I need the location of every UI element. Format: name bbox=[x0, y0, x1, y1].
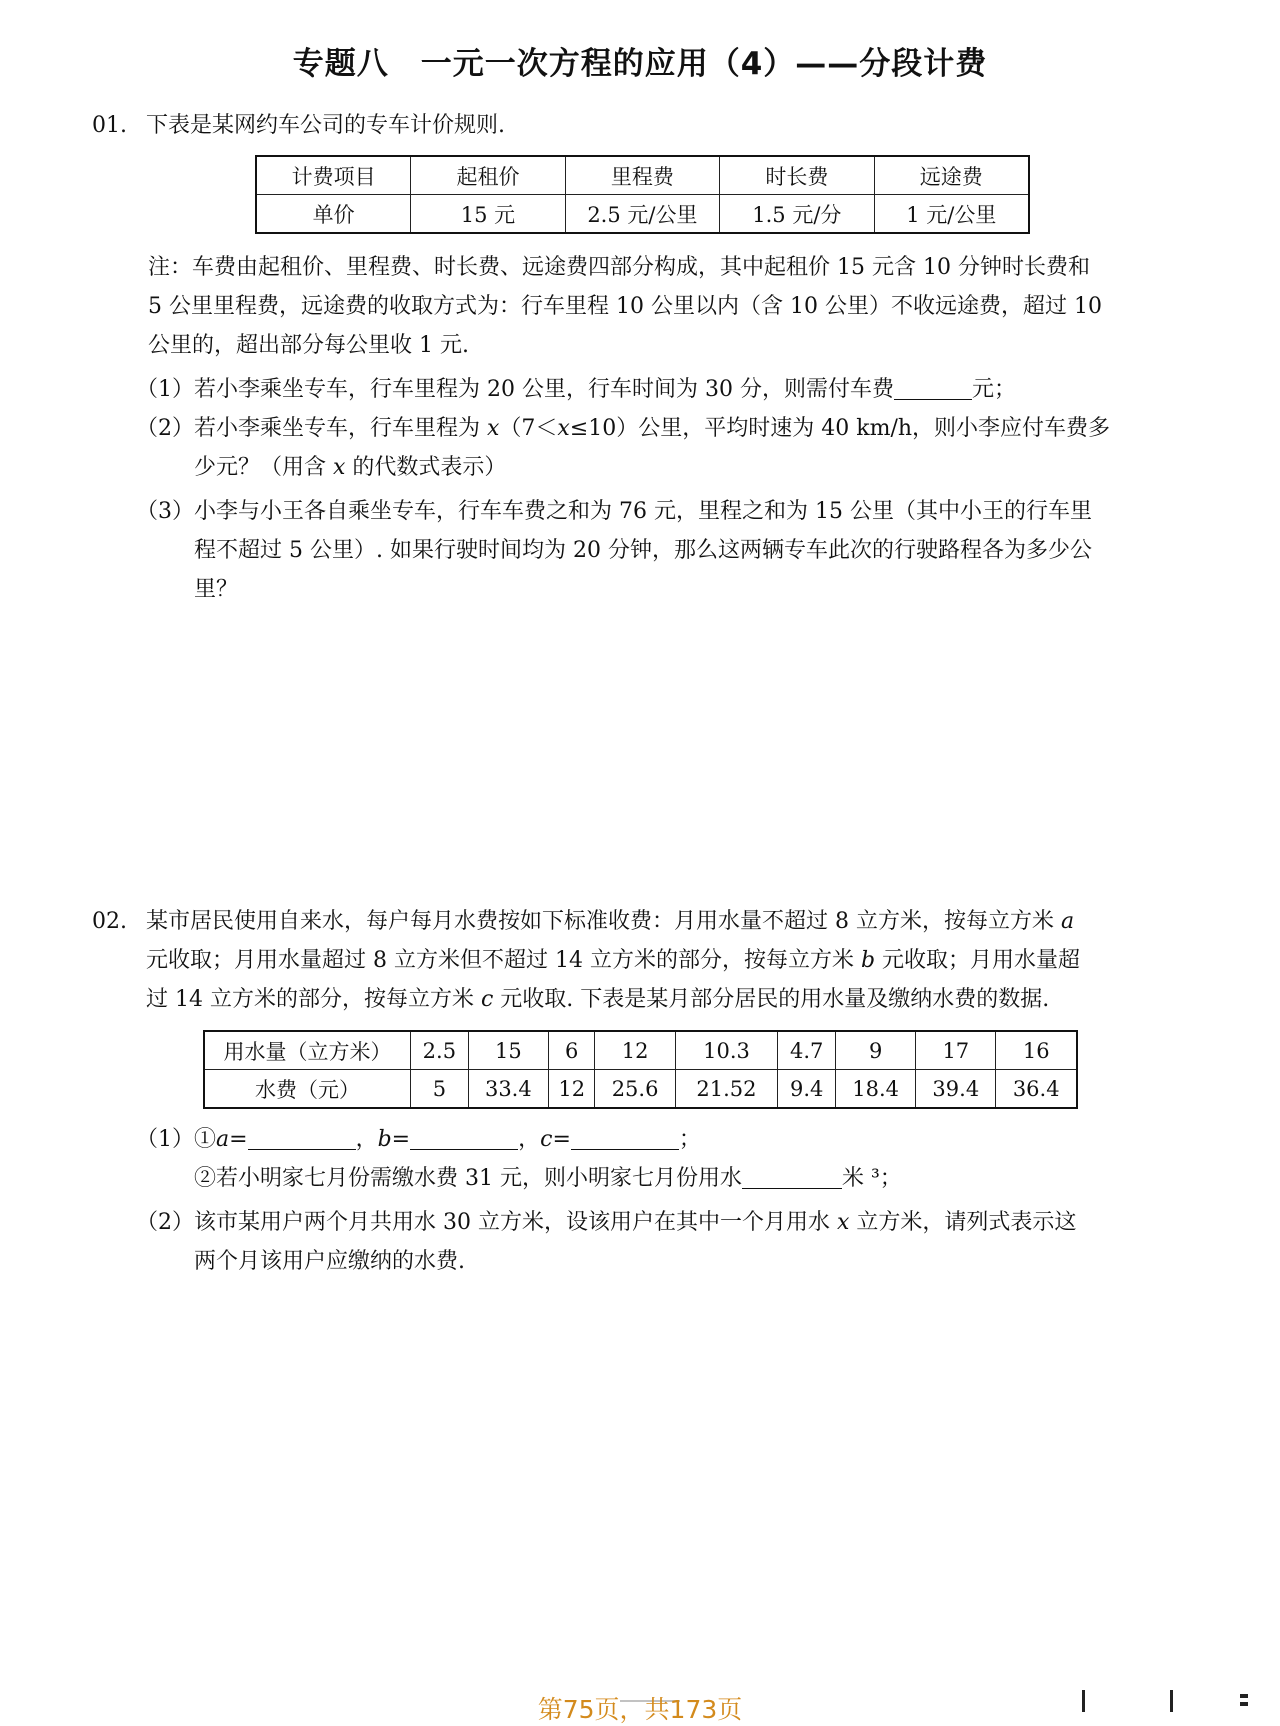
table-cell: 12 bbox=[595, 1031, 675, 1070]
answer-blank bbox=[248, 1127, 356, 1150]
page-title: 专题八 一元一次方程的应用（4）——分段计费 bbox=[292, 46, 988, 82]
table-cell: 9.4 bbox=[778, 1070, 836, 1109]
table-cell: 33.4 bbox=[468, 1070, 548, 1109]
table-cell: 15 bbox=[468, 1031, 548, 1070]
question-text: 的代数式表示） bbox=[345, 455, 507, 480]
table-cell: 1 元/公里 bbox=[874, 195, 1029, 234]
question-text: 立方米，请列式表示这 bbox=[849, 1210, 1077, 1235]
question-text: ， bbox=[355, 1127, 378, 1152]
question-1-number: 01. bbox=[92, 113, 127, 138]
equals-sign: = bbox=[391, 1127, 411, 1152]
table-header-cell: 远途费 bbox=[874, 156, 1029, 195]
fare-rules-table bbox=[255, 155, 1030, 234]
question-1-part-2-line-2 bbox=[194, 448, 506, 487]
table-row bbox=[256, 156, 1029, 195]
question-2-part-2-line-2: 两个月该用户应缴纳的水费. bbox=[194, 1249, 465, 1274]
question-text: 米 ³； bbox=[841, 1166, 902, 1191]
question-1-part-3: （3）小李与小王各自乘坐专车，行车车费之和为 76 元，里程之和为 15 公里（其中小王的行车里 bbox=[136, 499, 1092, 524]
question-2-line bbox=[146, 941, 1080, 980]
question-text: 元收取. 下表是某月部分居民的用水量及缴纳水费的数据. bbox=[493, 987, 1050, 1012]
question-text: （1）若小李乘坐专车，行车里程为 20 公里，行车时间为 30 分，则需付车费 bbox=[136, 377, 894, 402]
answer-blank bbox=[571, 1127, 679, 1150]
page-counter: 第75页，共173页 bbox=[537, 1695, 743, 1724]
question-1-part-1 bbox=[136, 370, 1016, 409]
table-header-cell: 计费项目 bbox=[256, 156, 411, 195]
variable-a: a bbox=[1060, 909, 1075, 934]
question-text: 元收取；月用水量超过 8 立方米但不超过 14 立方米的部分，按每立方米 bbox=[146, 948, 861, 973]
question-text: ≤10）公里，平均时速为 40 km/h，则小李应付车费多 bbox=[569, 416, 1111, 441]
table-cell: 16 bbox=[996, 1031, 1077, 1070]
variable-b: b bbox=[860, 948, 876, 973]
question-text: （1）① bbox=[136, 1127, 216, 1152]
answer-blank bbox=[742, 1166, 842, 1189]
question-text: 元； bbox=[971, 377, 1016, 402]
table-header-cell: 里程费 bbox=[565, 156, 719, 195]
question-text: （2）若小李乘坐专车，行车里程为 bbox=[136, 416, 487, 441]
table-header-cell: 起租价 bbox=[411, 156, 565, 195]
table-cell: 9 bbox=[836, 1031, 916, 1070]
table-cell: 17 bbox=[916, 1031, 996, 1070]
variable-x: x bbox=[333, 455, 346, 480]
table-cell: 10.3 bbox=[675, 1031, 778, 1070]
table-row bbox=[204, 1070, 1077, 1109]
question-text: （7＜ bbox=[499, 416, 558, 441]
question-1-part-3-line: 程不超过 5 公里）. 如果行驶时间均为 20 分钟，那么这两辆专车此次的行驶路程各为多少公 bbox=[194, 538, 1092, 563]
question-2-line bbox=[146, 980, 1049, 1019]
question-2-part-2 bbox=[136, 1203, 1076, 1242]
table-cell: 15 元 bbox=[411, 195, 565, 234]
question-text: ②若小明家七月份需缴水费 31 元，则小明家七月份用水 bbox=[194, 1166, 742, 1191]
table-cell: 18.4 bbox=[836, 1070, 916, 1109]
table-cell: 2.5 bbox=[411, 1031, 469, 1070]
question-text: 某市居民使用自来水，每户每月水费按如下标准收费：月用水量不超过 8 立方米，按每立方米 bbox=[146, 909, 1061, 934]
table-row-label: 用水量（立方米） bbox=[204, 1031, 411, 1070]
table-cell: 39.4 bbox=[916, 1070, 996, 1109]
table-cell: 25.6 bbox=[595, 1070, 675, 1109]
variable-x: x bbox=[487, 416, 500, 441]
question-text: ， bbox=[518, 1127, 541, 1152]
question-text: （2）该市某用户两个月共用水 30 立方米，设该用户在其中一个月用水 bbox=[136, 1210, 837, 1235]
table-row-label: 水费（元） bbox=[204, 1070, 411, 1109]
note-line: 注：车费由起租价、里程费、时长费、远途费四部分构成，其中起租价 15 元含 10 分钟时长费和 bbox=[148, 255, 1090, 280]
question-text: ； bbox=[678, 1127, 701, 1152]
question-1-part-2 bbox=[136, 409, 1110, 448]
equals-sign: = bbox=[552, 1127, 571, 1152]
table-cell: 2.5 元/公里 bbox=[565, 195, 719, 234]
question-text: 少元？（用含 bbox=[194, 455, 333, 480]
table-cell: 5 bbox=[411, 1070, 469, 1109]
table-header-cell: 时长费 bbox=[720, 156, 874, 195]
variable-x: x bbox=[836, 1210, 850, 1235]
variable-c: c bbox=[480, 987, 494, 1012]
table-cell: 12 bbox=[548, 1070, 595, 1109]
question-2-number: 02. bbox=[92, 909, 127, 934]
variable-x: x bbox=[557, 416, 570, 441]
variable-b: b bbox=[377, 1127, 392, 1152]
table-cell: 36.4 bbox=[996, 1070, 1077, 1109]
answer-blank bbox=[894, 377, 972, 400]
question-text: 元收取；月用水量超 bbox=[875, 948, 1081, 973]
equals-sign: = bbox=[229, 1127, 248, 1152]
question-2-line bbox=[146, 902, 1074, 941]
question-1-intro: 下表是某网约车公司的专车计价规则. bbox=[146, 113, 505, 138]
question-1-part-3-line: 里？ bbox=[194, 577, 239, 602]
question-2-part-1-sub-2 bbox=[194, 1159, 902, 1198]
answer-blank bbox=[410, 1127, 518, 1150]
water-usage-table bbox=[203, 1030, 1078, 1109]
table-row bbox=[204, 1031, 1077, 1070]
note-line: 5 公里里程费，远途费的收取方式为：行车里程 10 公里以内（含 10 公里）不收远途费，超过 10 bbox=[148, 294, 1102, 319]
table-cell: 6 bbox=[548, 1031, 595, 1070]
note-line: 公里的，超出部分每公里收 1 元. bbox=[148, 333, 469, 358]
variable-a: a bbox=[216, 1127, 230, 1152]
table-row-label: 单价 bbox=[256, 195, 411, 234]
question-2-part-1 bbox=[136, 1120, 701, 1159]
variable-c: c bbox=[540, 1127, 553, 1152]
question-text: 过 14 立方米的部分，按每立方米 bbox=[146, 987, 481, 1012]
table-cell: 21.52 bbox=[675, 1070, 778, 1109]
table-cell: 4.7 bbox=[778, 1031, 836, 1070]
table-row bbox=[256, 195, 1029, 234]
table-cell: 1.5 元/分 bbox=[720, 195, 874, 234]
